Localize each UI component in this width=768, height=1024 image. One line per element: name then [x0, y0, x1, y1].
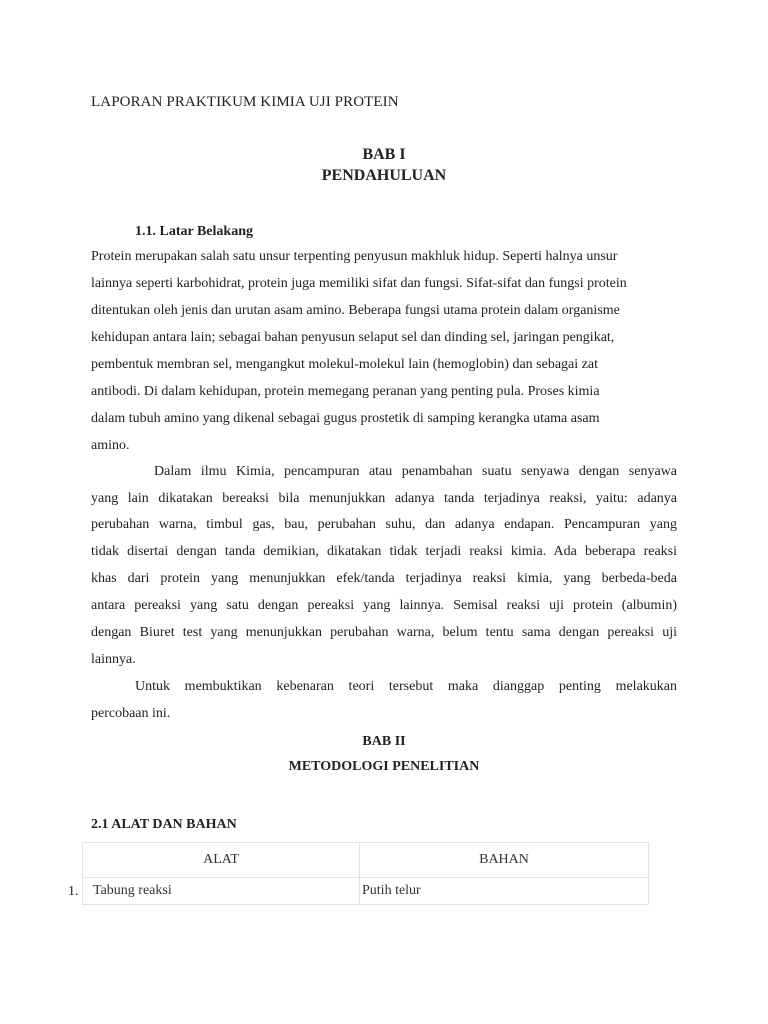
table-row	[83, 878, 649, 905]
table-cell-alat: Tabung reaksi	[83, 878, 360, 905]
materials-table	[82, 842, 649, 905]
chapter-2-number: BAB II	[362, 734, 406, 749]
table-header-alat: ALAT	[83, 843, 360, 878]
paragraph-line: Untuk membuktikan kebenaran teori tersebut maka dianggap penting melakukan	[135, 679, 677, 694]
table-cell-bahan: Putih telur	[360, 878, 649, 905]
table-header-bahan: BAHAN	[360, 843, 649, 878]
table-row-number: 1.	[68, 884, 79, 899]
paragraph-line: khas dari protein yang menunjukkan efek/tanda terjadinya reaksi kimia, yang berbeda-beda	[91, 571, 677, 586]
paragraph-line: dengan Biuret test yang menunjukkan perubahan warna, belum tentu sama dengan pereaksi uji	[91, 625, 677, 640]
paragraph-line: tidak disertai dengan tanda demikian, dikatakan tidak terjadi reaksi kimia. Ada beberapa reaksi	[91, 544, 677, 559]
document-title: LAPORAN PRAKTIKUM KIMIA UJI PROTEIN	[91, 94, 399, 110]
paragraph-line: yang lain dikatakan bereaksi bila menunjukkan adanya tanda terjadinya reaksi, yaitu: adanya	[91, 491, 677, 506]
paragraph-line: dalam tubuh amino yang dikenal sebagai gugus prostetik di samping kerangka utama asam	[91, 411, 600, 426]
paragraph-line: pembentuk membran sel, mengangkut molekul-molekul lain (hemoglobin) dan sebagai zat	[91, 357, 598, 372]
paragraph-line: ditentukan oleh jenis dan urutan asam amino. Beberapa fungsi utama protein dalam organisme	[91, 303, 620, 318]
table-header-row	[83, 843, 649, 878]
paragraph-line: percobaan ini.	[91, 706, 171, 721]
paragraph-line: antara pereaksi yang satu dengan pereaksi yang lainnya. Semisal reaksi uji protein (albumin)	[91, 598, 677, 613]
paragraph-line: antibodi. Di dalam kehidupan, protein memegang peranan yang penting pula. Proses kimia	[91, 384, 600, 399]
paragraph-line: lainnya seperti karbohidrat, protein juga memiliki sifat dan fungsi. Sifat-sifat dan fungsi protein	[91, 276, 627, 291]
chapter-1-title: PENDAHULUAN	[321, 167, 447, 184]
paragraph-line: perubahan warna, timbul gas, bau, perubahan suhu, dan adanya endapan. Pencampuran yang	[91, 517, 677, 532]
paragraph-line: lainnya.	[91, 652, 136, 667]
section-heading: 2.1 ALAT DAN BAHAN	[91, 817, 237, 832]
subsection-heading: 1.1. Latar Belakang	[135, 224, 253, 239]
paragraph-line: kehidupan antara lain; sebagai bahan penyusun selaput sel dan dinding sel, jaringan pengikat,	[91, 330, 615, 345]
paragraph-line: Protein merupakan salah satu unsur terpenting penyusun makhluk hidup. Seperti halnya unsur	[91, 249, 618, 264]
chapter-1-number: BAB I	[362, 146, 406, 163]
chapter-2-title: METODOLOGI PENELITIAN	[288, 759, 480, 774]
paragraph-line: Dalam ilmu Kimia, pencampuran atau penambahan suatu senyawa dengan senyawa	[154, 464, 677, 479]
paragraph-line: amino.	[91, 438, 130, 453]
